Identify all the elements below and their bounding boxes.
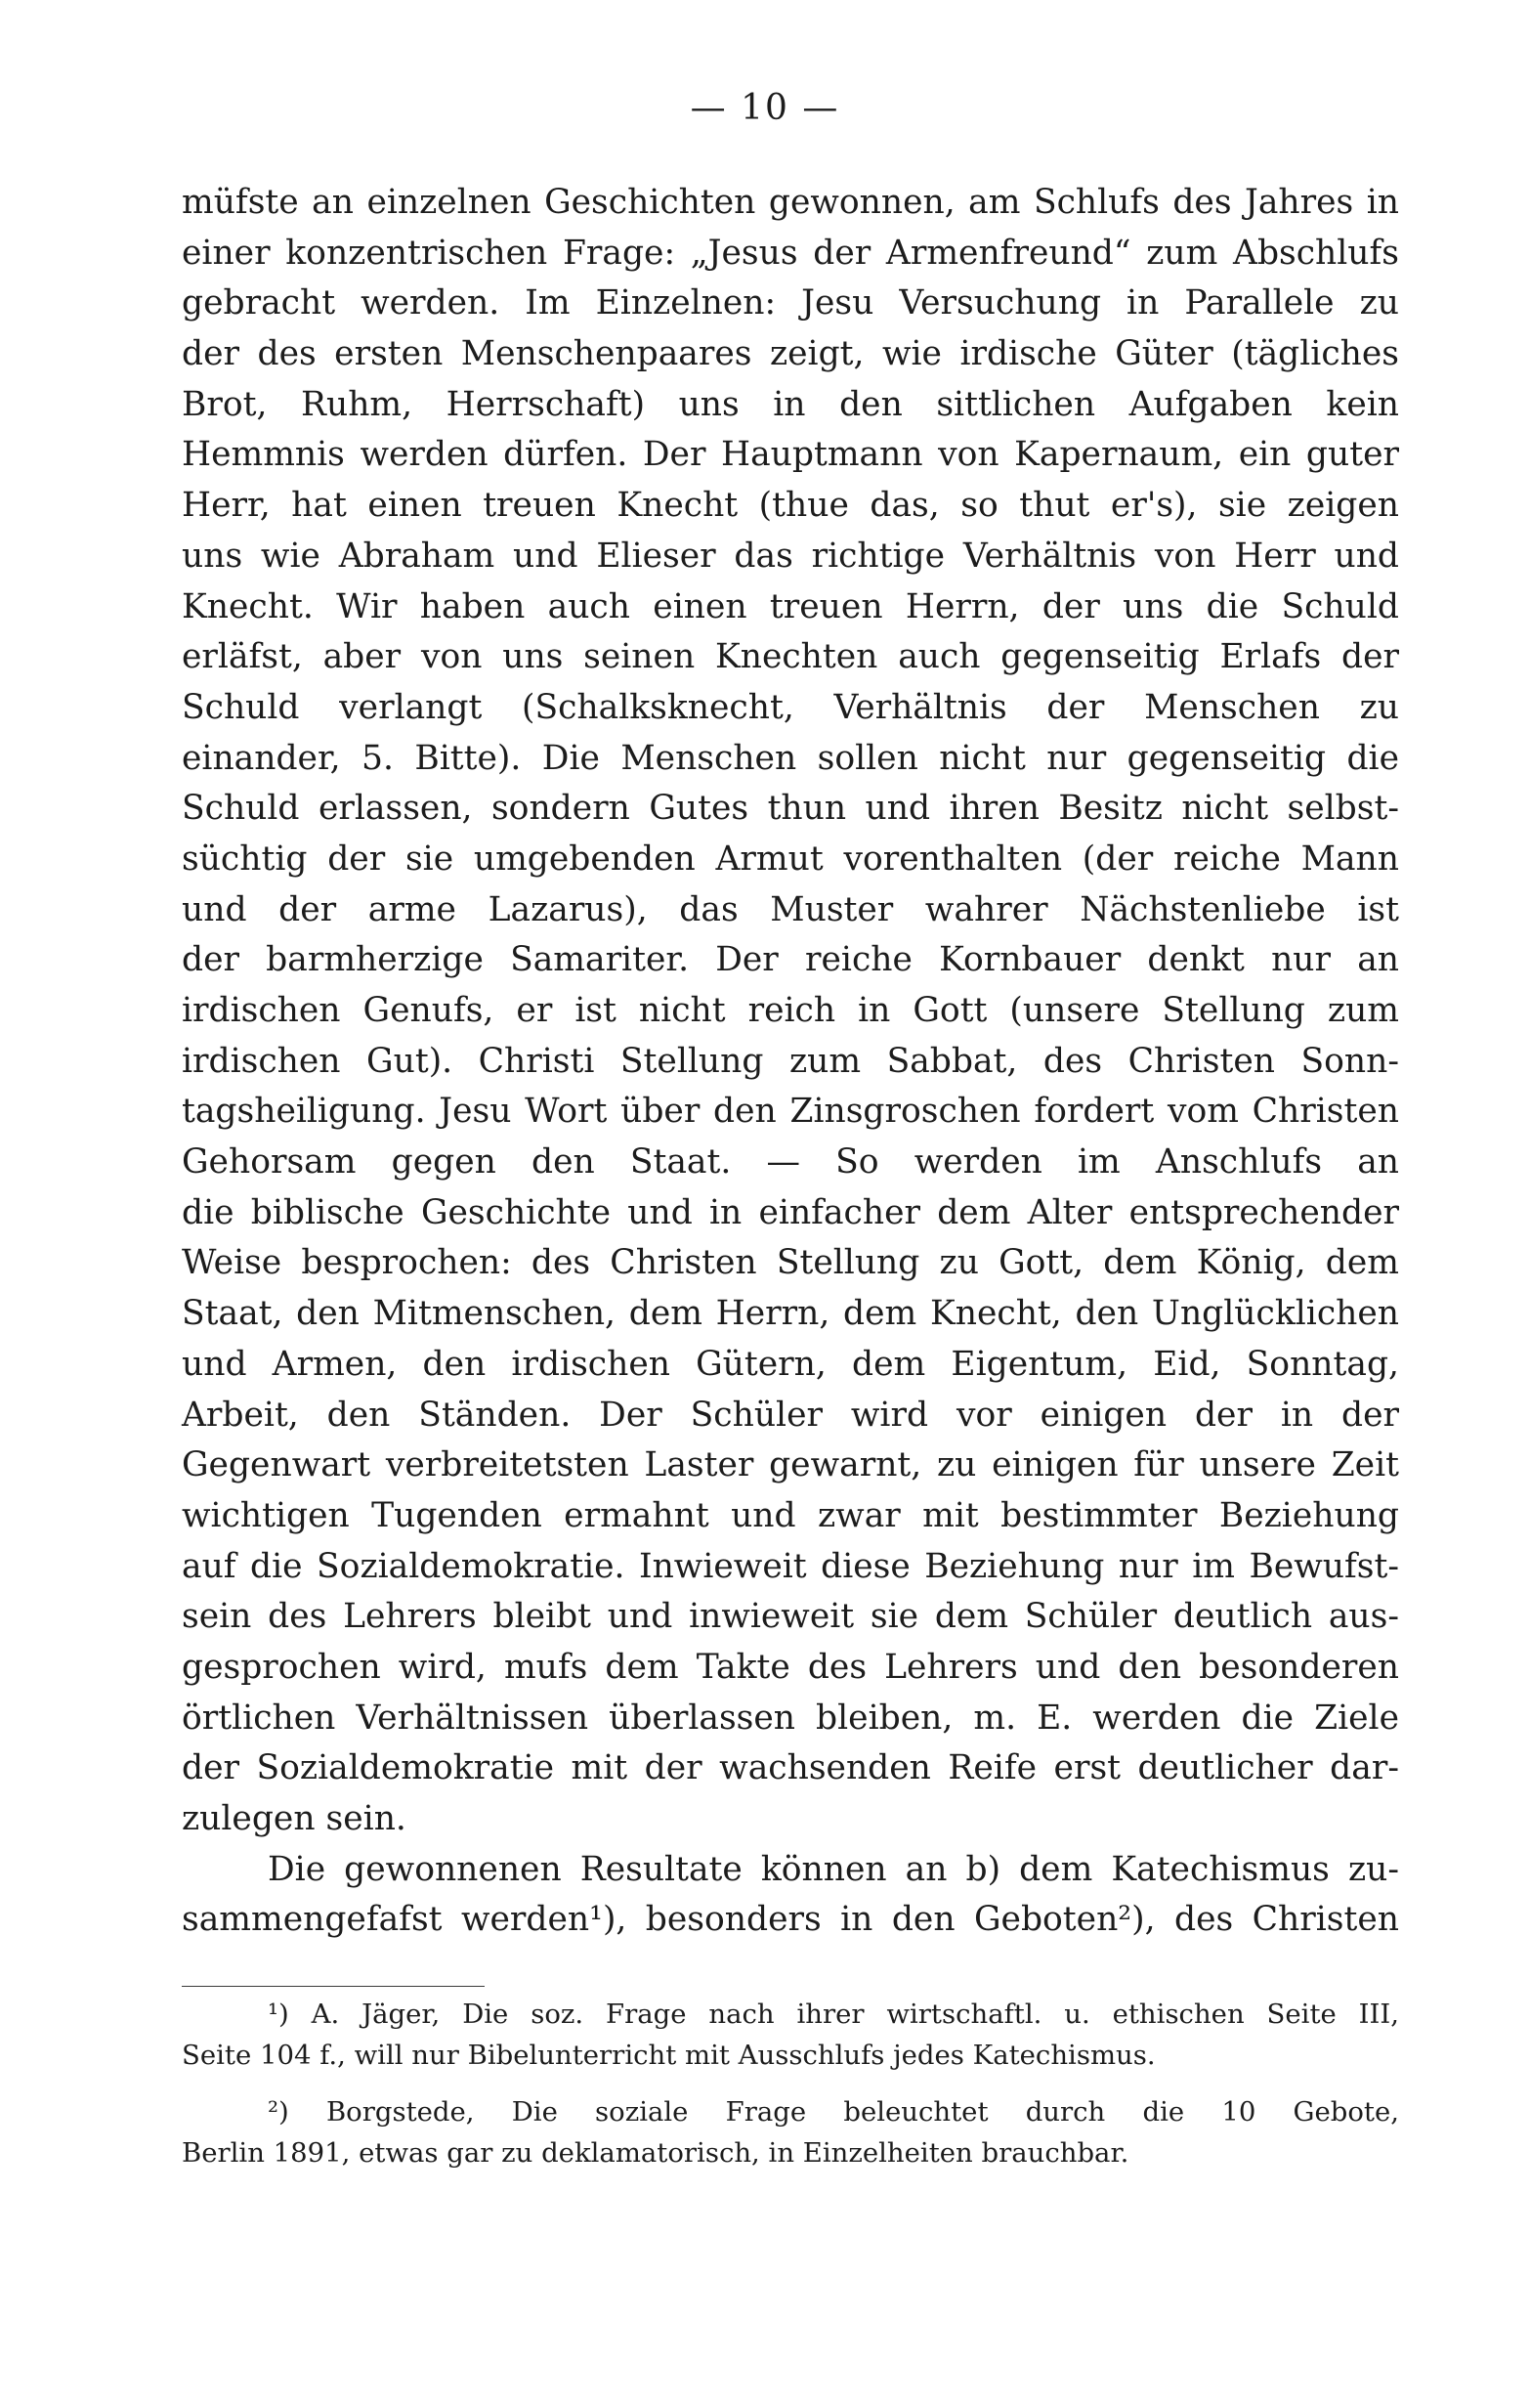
text-line: Hemmnis werden dürfen. Der Hauptmann von Kapernaum, ein guter bbox=[182, 435, 1399, 475]
text-line: örtlichen Verhältnissen überlassen bleiben, m. E. werden die Ziele bbox=[182, 1698, 1399, 1738]
text-line: Knecht. Wir haben auch einen treuen Herrn, der uns die Schuld bbox=[182, 586, 1399, 626]
text-line: müfste an einzelnen Geschichten gewonnen, am Schlufs des Jahres in bbox=[182, 183, 1399, 222]
text-line: irdischen Gut). Christi Stellung zum Sabbat, des Christen Sonn- bbox=[182, 1041, 1399, 1081]
text-line: sein des Lehrers bleibt und inwieweit sie dem Schüler deutlich aus- bbox=[182, 1597, 1399, 1637]
footnote-1-line: ¹) A. Jäger, Die soz. Frage nach ihrer wirtschaftl. u. ethischen Seite III, bbox=[268, 1999, 1399, 2030]
footnote-divider bbox=[182, 1986, 485, 1987]
text-line: Die gewonnenen Resultate können an b) dem Katechismus zu- bbox=[268, 1849, 1399, 1889]
text-line: die biblische Geschichte und in einfacher dem Alter entsprechender bbox=[182, 1192, 1399, 1232]
text-line: der des ersten Menschenpaares zeigt, wie irdische Güter (tägliches bbox=[182, 334, 1399, 374]
text-line: gebracht werden. Im Einzelnen: Jesu Versuchung in Parallele zu bbox=[182, 283, 1399, 323]
text-line: Gehorsam gegen den Staat. — So werden im Anschlufs an bbox=[182, 1142, 1399, 1182]
footnote-2-line: Berlin 1891, etwas gar zu deklamatorisch, in Einzelheiten brauchbar. bbox=[182, 2137, 1129, 2169]
body-text bbox=[182, 178, 1399, 1946]
footnote-1-line: Seite 104 f., will nur Bibelunterricht mit Ausschlufs jedes Katechismus. bbox=[182, 2040, 1156, 2071]
text-line: zulegen sein. bbox=[182, 1799, 406, 1838]
text-line: Arbeit, den Ständen. Der Schüler wird vor einigen der in der bbox=[182, 1395, 1399, 1435]
text-line: Schuld erlassen, sondern Gutes thun und ihren Besitz nicht selbst- bbox=[182, 789, 1399, 829]
text-line: wichtigen Tugenden ermahnt und zwar mit bestimmter Beziehung bbox=[182, 1495, 1399, 1535]
text-line: auf die Sozialdemokratie. Inwieweit diese Beziehung nur im Bewufst- bbox=[182, 1546, 1399, 1586]
text-line: und der arme Lazarus), das Muster wahrer Nächstenliebe ist bbox=[182, 889, 1399, 929]
text-line: tagsheiligung. Jesu Wort über den Zinsgroschen fordert vom Christen bbox=[182, 1092, 1399, 1132]
page-number: — 10 — bbox=[690, 88, 840, 128]
text-line: Schuld verlangt (Schalksknecht, Verhältnis der Menschen zu bbox=[182, 687, 1399, 727]
text-line: sammengefafst werden¹), besonders in den Geboten²), des Christen bbox=[182, 1900, 1399, 1940]
footnote-gap bbox=[182, 2076, 1399, 2091]
text-line: und Armen, den irdischen Gütern, dem Eigentum, Eid, Sonntag, bbox=[182, 1344, 1399, 1384]
text-line: der Sozialdemokratie mit der wachsenden Reife erst deutlicher dar- bbox=[182, 1748, 1399, 1788]
text-line: Weise besprochen: des Christen Stellung zu Gott, dem König, dem bbox=[182, 1243, 1399, 1283]
text-line: Brot, Ruhm, Herrschaft) uns in den sittlichen Aufgaben kein bbox=[182, 384, 1399, 424]
text-line: Herr, hat einen treuen Knecht (thue das, so thut er's), sie zeigen bbox=[182, 486, 1399, 526]
text-line: einander, 5. Bitte). Die Menschen sollen nicht nur gegenseitig die bbox=[182, 738, 1399, 778]
text-line: uns wie Abraham und Elieser das richtige Verhältnis von Herr und bbox=[182, 536, 1399, 576]
text-line: erläfst, aber von uns seinen Knechten auch gegenseitig Erlafs der bbox=[182, 637, 1399, 677]
text-line: Gegenwart verbreitetsten Laster gewarnt, zu einigen für unsere Zeit bbox=[182, 1445, 1399, 1485]
text-line: einer konzentrischen Frage: „Jesus der Armenfreund“ zum Abschlufs bbox=[182, 233, 1399, 273]
footnotes bbox=[182, 1994, 1399, 2173]
text-line: gesprochen wird, mufs dem Takte des Lehrers und den besonderen bbox=[182, 1647, 1399, 1687]
text-line: süchtig der sie umgebenden Armut vorenthalten (der reiche Mann bbox=[182, 838, 1399, 879]
text-line: Staat, den Mitmenschen, dem Herrn, dem Knecht, den Unglücklichen bbox=[182, 1294, 1399, 1334]
text-line: der barmherzige Samariter. Der reiche Kornbauer denkt nur an bbox=[182, 940, 1399, 980]
footnote-2-line: ²) Borgstede, Die soziale Frage beleuchtet durch die 10 Gebote, bbox=[268, 2096, 1399, 2128]
text-line: irdischen Genufs, er ist nicht reich in Gott (unsere Stellung zum bbox=[182, 991, 1399, 1030]
